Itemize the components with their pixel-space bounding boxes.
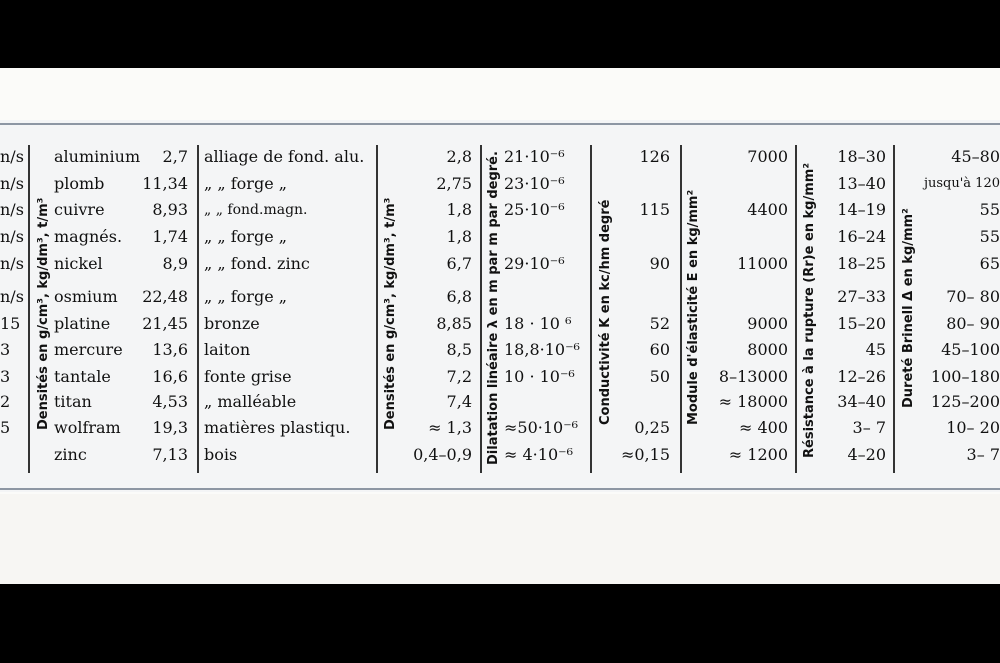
column-divider — [376, 145, 378, 473]
metal-density: 13,6 — [152, 340, 188, 359]
material-name: matières plastiqu. — [204, 418, 351, 437]
table-top-border — [0, 123, 1000, 125]
elastic-modulus-value: ≈ 18000 — [718, 392, 788, 411]
material-density: 6,8 — [446, 287, 472, 306]
elastic-modulus-value: 9000 — [747, 314, 788, 333]
conductivity-value: 60 — [649, 340, 670, 359]
elastic-modulus-value: 4400 — [747, 200, 788, 219]
left-unit-fragment: n/s — [0, 147, 24, 166]
elastic-modulus-value: ≈ 1200 — [728, 445, 788, 464]
metal-name: titan — [54, 392, 92, 411]
material-name: bronze — [204, 314, 260, 333]
metal-density: 1,74 — [152, 227, 188, 246]
left-unit-fragment: 3 — [0, 367, 11, 386]
metal-density: 16,6 — [152, 367, 188, 386]
rupture-strength-value: 16–24 — [837, 227, 886, 246]
column-divider — [28, 145, 30, 473]
dilatation-value: 18 · 10 ⁶ — [504, 314, 572, 333]
elastic-modulus-value: 8000 — [747, 340, 788, 359]
rupture-strength-value: 18–25 — [837, 254, 886, 273]
conductivity-value: 52 — [649, 314, 670, 333]
metal-name: magnés. — [54, 227, 123, 246]
rupture-strength-value: 18–30 — [837, 147, 886, 166]
material-name: bois — [204, 445, 238, 464]
conductivity-value: 50 — [649, 367, 670, 386]
left-unit-fragment: 5 — [0, 418, 11, 437]
material-density: 1,8 — [446, 227, 472, 246]
brinell-hardness-value: 65 — [979, 254, 1000, 273]
header-metal-density: Densités en g/cm³, kg/dm³, t/m³ — [36, 197, 51, 430]
brinell-hardness-value: 125–200 — [930, 392, 1000, 411]
metal-density: 19,3 — [152, 418, 188, 437]
column-divider — [795, 145, 797, 473]
material-density: 0,4–0,9 — [413, 445, 472, 464]
rupture-strength-value: 34–40 — [837, 392, 886, 411]
metal-name: plomb — [54, 174, 105, 193]
header-modulus: Module d'élasticité E en kg/mm² — [686, 189, 701, 425]
left-unit-fragment: n/s — [0, 200, 24, 219]
rupture-strength-value: 27–33 — [837, 287, 886, 306]
brinell-hardness-value: 45–80 — [951, 147, 1000, 166]
metal-name: platine — [54, 314, 111, 333]
header-dilatation: Dilatation linéaire λ en m par m par degré. — [486, 151, 501, 465]
column-divider — [590, 145, 592, 473]
material-name: fonte grise — [204, 367, 292, 386]
material-name: „ „ fond.magn. — [204, 202, 308, 218]
material-name: „ „ forge „ — [204, 174, 288, 193]
left-unit-fragment: n/s — [0, 174, 24, 193]
dilatation-value: 10 · 10⁻⁶ — [504, 367, 575, 386]
metal-density: 2,7 — [162, 147, 188, 166]
metal-name: osmium — [54, 287, 118, 306]
metal-density: 8,9 — [162, 254, 188, 273]
metal-density: 7,13 — [152, 445, 188, 464]
rupture-strength-value: 3– 7 — [852, 418, 886, 437]
rupture-strength-value: 4–20 — [847, 445, 886, 464]
left-unit-fragment: n/s — [0, 254, 24, 273]
column-divider — [680, 145, 682, 473]
material-name: „ „ fond. zinc — [204, 254, 310, 273]
metal-name: nickel — [54, 254, 103, 273]
left-unit-fragment: 3 — [0, 340, 11, 359]
material-name: laiton — [204, 340, 251, 359]
metal-density: 8,93 — [152, 200, 188, 219]
dilatation-value: ≈ 4·10⁻⁶ — [504, 445, 573, 464]
brinell-hardness-value: 80– 90 — [946, 314, 1000, 333]
dilatation-value: 18,8·10⁻⁶ — [504, 340, 580, 359]
elastic-modulus-value: 8–13000 — [718, 367, 788, 386]
metal-name: wolfram — [54, 418, 121, 437]
metal-density: 4,53 — [152, 392, 188, 411]
slide-rule-lower-strip — [0, 494, 1000, 584]
conductivity-value: 0,25 — [634, 418, 670, 437]
column-divider — [480, 145, 482, 473]
left-unit-fragment: 2 — [0, 392, 11, 411]
material-density: 2,75 — [436, 174, 472, 193]
dilatation-value: 29·10⁻⁶ — [504, 254, 565, 273]
table-bottom-border — [0, 488, 1000, 490]
material-density: 8,85 — [436, 314, 472, 333]
brinell-hardness-value: 45–100 — [941, 340, 1000, 359]
dilatation-value: ≈50·10⁻⁶ — [504, 418, 579, 437]
metal-name: tantale — [54, 367, 111, 386]
elastic-modulus-value: 7000 — [747, 147, 788, 166]
column-divider — [893, 145, 895, 473]
metal-name: cuivre — [54, 200, 105, 219]
header-rupture: Résistance à la rupture (Rr)e en kg/mm² — [802, 162, 817, 458]
conductivity-value: 115 — [639, 200, 670, 219]
material-density: 1,8 — [446, 200, 472, 219]
brinell-hardness-value: 100–180 — [930, 367, 1000, 386]
column-divider — [197, 145, 199, 473]
material-density: 7,2 — [446, 367, 472, 386]
metal-name: aluminium — [54, 147, 141, 166]
rupture-strength-value: 14–19 — [837, 200, 886, 219]
left-unit-fragment: n/s — [0, 227, 24, 246]
elastic-modulus-value: ≈ 400 — [738, 418, 788, 437]
brinell-hardness-value: 3– 7 — [966, 445, 1000, 464]
material-density: 8,5 — [446, 340, 472, 359]
metal-name: zinc — [54, 445, 87, 464]
material-density: ≈ 1,3 — [428, 418, 472, 437]
dilatation-value: 21·10⁻⁶ — [504, 147, 565, 166]
dilatation-value: 23·10⁻⁶ — [504, 174, 565, 193]
material-density: 6,7 — [446, 254, 472, 273]
brinell-hardness-value: 55 — [979, 227, 1000, 246]
rupture-strength-value: 13–40 — [837, 174, 886, 193]
material-name: „ „ forge „ — [204, 287, 288, 306]
header-material-density: Densités en g/cm³, kg/dm³, t/m³ — [383, 197, 398, 430]
dilatation-value: 25·10⁻⁶ — [504, 200, 565, 219]
material-density: 2,8 — [446, 147, 472, 166]
metal-density: 21,45 — [142, 314, 188, 333]
metal-density: 22,48 — [142, 287, 188, 306]
material-name: „ „ forge „ — [204, 227, 288, 246]
elastic-modulus-value: 11000 — [737, 254, 788, 273]
rupture-strength-value: 45 — [865, 340, 886, 359]
header-brinell: Dureté Brinell Δ en kg/mm² — [901, 208, 916, 408]
brinell-hardness-value: 55 — [979, 200, 1000, 219]
conductivity-value: 126 — [639, 147, 670, 166]
rupture-strength-value: 15–20 — [837, 314, 886, 333]
brinell-hardness-value: jusqu'à 120 — [923, 176, 1000, 191]
material-name: „ malléable — [204, 392, 297, 411]
conductivity-value: ≈0,15 — [620, 445, 670, 464]
brinell-hardness-value: 70– 80 — [946, 287, 1000, 306]
left-unit-fragment: 15 — [0, 314, 21, 333]
header-conductivity: Conductivité K en kc/hm degré — [598, 199, 613, 425]
material-name: alliage de fond. alu. — [204, 147, 365, 166]
brinell-hardness-value: 10– 20 — [946, 418, 1000, 437]
metal-density: 11,34 — [142, 174, 188, 193]
metal-name: mercure — [54, 340, 123, 359]
material-density: 7,4 — [446, 392, 472, 411]
rupture-strength-value: 12–26 — [837, 367, 886, 386]
left-unit-fragment: n/s — [0, 287, 24, 306]
conductivity-value: 90 — [649, 254, 670, 273]
